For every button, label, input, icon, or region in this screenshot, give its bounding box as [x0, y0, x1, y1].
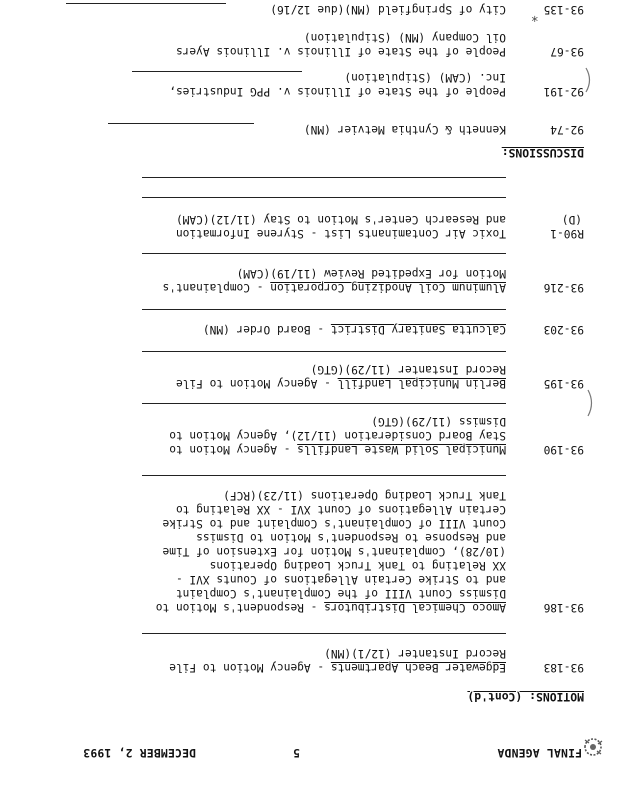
separator-rule: [142, 633, 506, 634]
docket-number: 93-195: [543, 377, 584, 390]
separator-rule: [142, 309, 506, 310]
docket-number: 93-190: [543, 443, 584, 456]
motion-text: Calcutta Sanitary District - Board Order (MN): [202, 323, 506, 336]
docket-number: 93-183: [543, 661, 584, 674]
docket-number: 92-74: [550, 123, 584, 136]
stamp-mark: [580, 736, 606, 758]
fill-rule: [66, 3, 226, 4]
motion-text: Amoco Chemical Distributors - Respondent's Motion to: [155, 601, 506, 614]
motion-text: XX Relating to Tank Truck Loading Operations: [209, 559, 506, 572]
separator-rule: [142, 197, 506, 198]
motion-text: Dismiss Count VIII of the Complainant's Complaint: [175, 587, 506, 600]
separator-rule: [142, 253, 506, 254]
motion-party: Berlin Municipal Landfill: [337, 377, 506, 390]
motion-text: Count VIII of Complainant's Complaint and to Strike: [162, 517, 506, 530]
separator-rule: [142, 351, 506, 352]
motion-text: Tank Truck Loading Operations (11/23)(RCF): [223, 489, 506, 502]
docket-number: 93-67: [550, 45, 584, 58]
separator-rule: [142, 177, 506, 178]
motion-text: Dismiss (11/29)(GTG): [371, 415, 506, 428]
agenda-date: DECEMBER 2, 1993: [83, 746, 196, 760]
motion-text: and Response to Respondent's Motion to Dismiss: [196, 531, 506, 544]
discussion-text: People of the State of Illinois v. PPG Industries,: [169, 85, 506, 98]
motion-text: Stay Board Consideration (11/12), Agency Motion to: [169, 429, 506, 442]
motion-text: and to Strike Certain Allegations of Counts XVI -: [175, 573, 506, 586]
fill-rule: [108, 123, 254, 124]
docket-number: 93-186: [543, 601, 584, 614]
agenda-title: FINAL AGENDA: [497, 746, 582, 760]
motion-text: Motion for Expedited Review (11/19)(CAM): [236, 267, 506, 280]
discussion-text: Inc. (CAM) (Stipulation): [344, 71, 506, 84]
motion-text: Record Instanter (12/1)(MN): [324, 647, 506, 660]
motion-party: Aluminum Coil Anodizing Corporation: [270, 281, 506, 294]
discussion-text: Kenneth & Cynthia Metvier (MN): [303, 123, 506, 136]
discussion-text: Oil Company (MN) (Stipulation): [303, 31, 506, 44]
separator-rule: [142, 475, 506, 476]
discussions-heading: DISCUSSIONS:: [501, 146, 584, 160]
docket-number: 93-203: [543, 323, 584, 336]
punch-hole-mark: [584, 66, 594, 94]
motion-text: Certain Allegations of Count XVI - XX Relating to: [175, 503, 506, 516]
punch-hole-mark: [586, 388, 596, 418]
fill-rule: [132, 71, 302, 72]
motion-party: Calcutta Sanitary District: [330, 323, 506, 336]
discussion-text: City of Springfield (MN)(due 12/16): [270, 3, 506, 16]
motions-heading: MOTIONS: (Cont'd): [467, 690, 584, 704]
docket-number: 93-216: [543, 281, 584, 294]
motion-text: Municipal Solid Waste Landfills - Agency Motion to: [169, 443, 506, 456]
docket-number: R90-1: [550, 227, 584, 240]
motion-party: Municipal Solid Waste Landfills: [297, 443, 506, 456]
motion-party: Amoco Chemical Distributors: [324, 601, 506, 614]
motion-text: Berlin Municipal Landfill - Agency Motion to File: [175, 377, 506, 390]
docket-number: 93-135: [543, 3, 584, 16]
page-number: 5: [292, 746, 300, 760]
motion-text: (10/28), Complainant's Motion for Extension of Time: [162, 545, 506, 558]
motion-text: Toxic Air Contaminants List - Styrene Information: [175, 227, 506, 240]
motion-party: Edgewater Beach Apartments: [330, 661, 506, 674]
motion-text: Record Instanter (11/29)(GTG): [310, 363, 506, 376]
docket-subpart: (D): [561, 213, 582, 226]
asterisk-mark: *: [531, 8, 538, 23]
separator-rule: [142, 403, 506, 404]
docket-number: 92-191: [543, 85, 584, 98]
motion-text: Aluminum Coil Anodizing Corporation - Complainant's: [162, 281, 506, 294]
discussion-text: People of the State of Illinois v. Illinois Ayers: [175, 45, 506, 58]
motion-text: Edgewater Beach Apartments - Agency Motion to File: [169, 661, 506, 674]
motion-text: and Research Center's Motion to Stay (11/12)(CAM): [175, 213, 506, 226]
